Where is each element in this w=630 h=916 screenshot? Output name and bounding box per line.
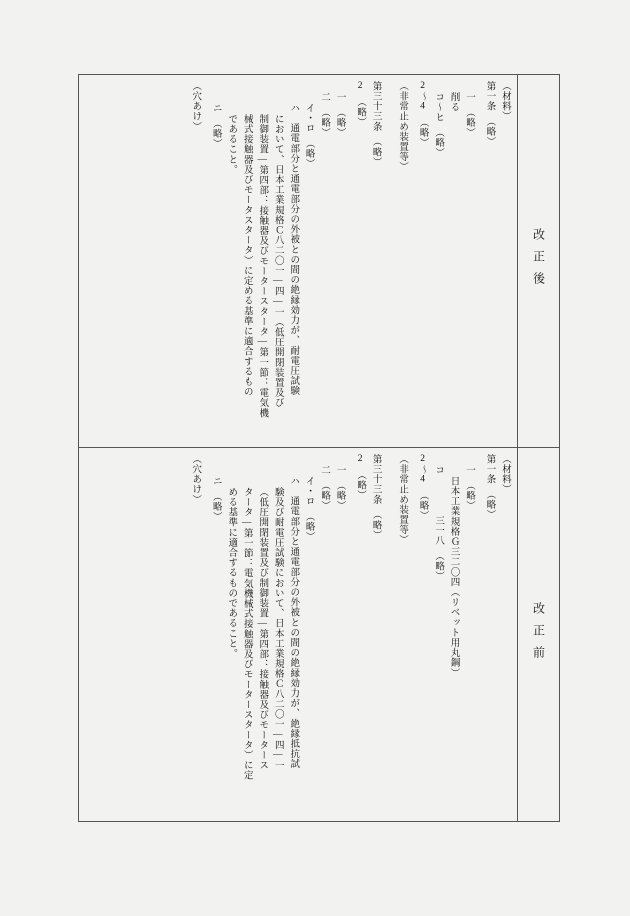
text-line: ハ 通電部分と通電部分の外被との間の絶縁効力が、耐電圧試験 xyxy=(288,103,299,396)
text-line: ニ （略） xyxy=(210,476,221,522)
text-line: 第一条 （略） xyxy=(484,81,495,147)
text-line: める基準に適合するものであること。 xyxy=(226,487,237,659)
text-line: 日本工業規格Ｇ三二〇四（リベット用丸鋼） xyxy=(448,476,459,678)
text-line: コ〜ヒ （略） xyxy=(433,92,444,158)
after-revision-header-label: 改正後 xyxy=(531,228,546,294)
text-line: 制御装置―第四部：接触器及びモータースタータ―第一節：電気機 xyxy=(257,114,268,418)
text-line: （材料） xyxy=(500,454,510,495)
text-line: ハ 通電部分と通電部分の外被との間の絶縁効力が、絶縁抵抗試 xyxy=(288,476,299,769)
text-line: （非常止め装置等） xyxy=(397,454,408,545)
text-line: （低圧開閉装置及び制御装置―第四部：接触器及びモータース xyxy=(257,487,268,771)
before-revision-columns xyxy=(85,454,511,817)
text-line: 一 （略） xyxy=(334,465,345,511)
text-line: 第三十三条 （略） xyxy=(370,454,381,541)
text-line: 験及び耐電圧試験において、日本工業規格Ｃ八二〇一―四―一 xyxy=(272,487,283,771)
before-revision-header-label: 改正前 xyxy=(531,601,546,668)
text-line: （穴あけ） xyxy=(190,454,201,505)
text-line: 第三十三条 （略） xyxy=(370,81,381,168)
text-line: （穴あけ） xyxy=(190,81,201,132)
before-revision-content xyxy=(79,448,517,821)
text-line: 二 （略） xyxy=(319,465,330,511)
text-line: 2 （略） xyxy=(355,81,366,128)
text-line: タータ―第一節：電気機械式接触器及びモータースタータ）に定 xyxy=(241,487,252,781)
text-line: 2〜4 （略） xyxy=(417,81,428,148)
text-line: イ・ロ （略） xyxy=(303,476,314,542)
after-revision-columns xyxy=(85,81,511,443)
text-line: 二 （略） xyxy=(319,92,330,138)
text-line: （材料） xyxy=(500,81,510,122)
after-revision-content xyxy=(79,75,517,447)
text-line: 一 （略） xyxy=(464,465,475,511)
text-line: 一 （略） xyxy=(464,92,475,138)
text-line: 一 （略） xyxy=(334,92,345,138)
text-line: 削る xyxy=(448,92,459,113)
text-line: 第一条 （略） xyxy=(484,454,495,520)
before-revision-row xyxy=(79,448,559,821)
revision-comparison-table xyxy=(78,74,560,822)
text-line: であること。 xyxy=(226,114,237,175)
text-line: ニ （略） xyxy=(210,103,221,149)
after-revision-row xyxy=(79,75,559,448)
text-line: コ 三一八 （略） xyxy=(433,465,444,582)
after-revision-header-cell xyxy=(517,75,559,447)
text-line: イ・ロ （略） xyxy=(303,103,314,169)
text-line: （非常止め装置等） xyxy=(397,81,408,172)
text-line: 2〜4 （略） xyxy=(417,454,428,521)
text-line: 2 （略） xyxy=(355,454,366,501)
text-line: において、日本工業規格Ｃ八二〇一―四―一（低圧開閉装置及び xyxy=(272,114,283,408)
before-revision-header-cell xyxy=(517,448,559,821)
text-line: 械式接触器及びモータスタータ）に定める基準に適合するもの xyxy=(241,114,252,397)
